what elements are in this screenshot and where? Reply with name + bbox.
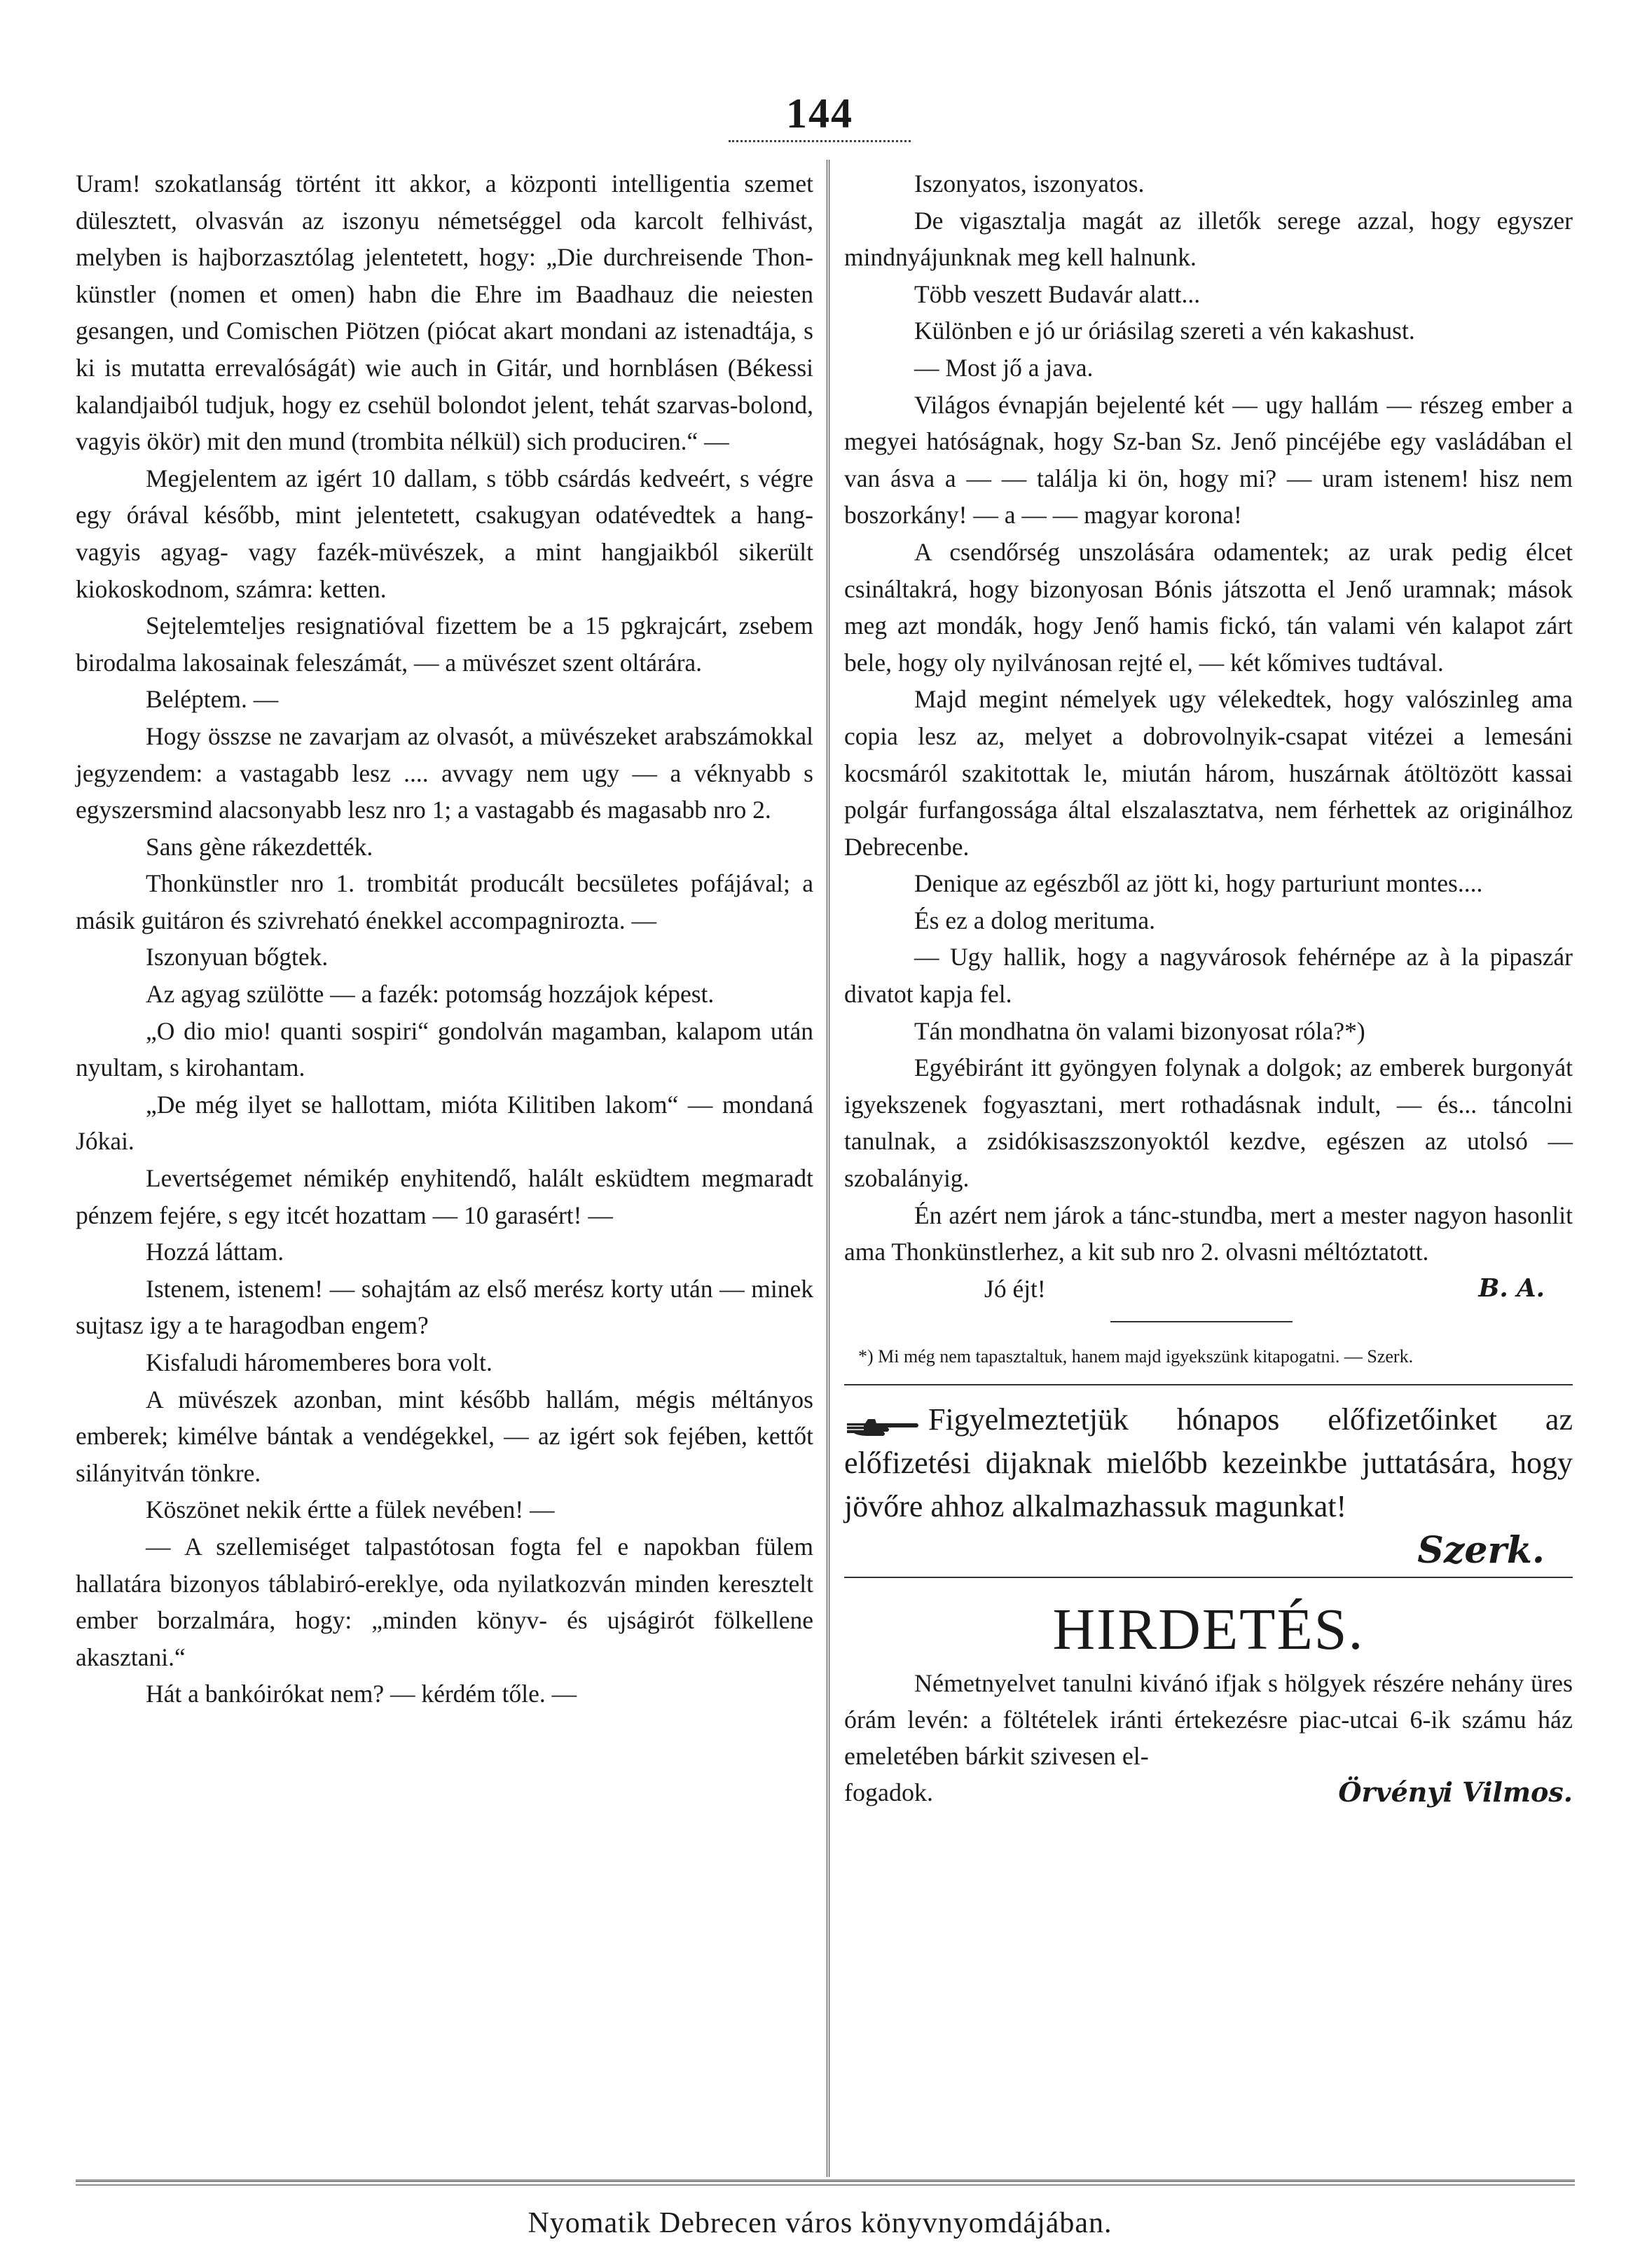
section-rule — [844, 1577, 1573, 1578]
bottom-rule — [76, 2180, 1575, 2185]
paragraph: Iszonyatos, iszonyatos. — [914, 170, 1145, 198]
paragraph: „De még ilyet se hallottam, mióta Kilitiben lakom“ — mondaná Jókai. — [76, 1090, 813, 1156]
notice — [844, 1398, 1573, 1528]
closing-text: Jó éjt! — [984, 1274, 1046, 1303]
paragraph: — Ugy hallik, hogy a nagyvárosok fehérnépe az à la pipaszár divatot kapja fel. — [844, 943, 1573, 1009]
paragraph: Megjelentem az igért 10 dallam, s több csárdás kedveért, s végre egy órával később, mint jelentetett, csakugyan odatévedtek a hang- vagyis agyag- vagy fazék-müvészek, a mint hangjaikból sikerült kiokoskodnom, számra: ketten. — [76, 464, 813, 603]
advertisement-body: Németnyelvet tanulni kivánó ifjak s hölgyek részére nehány üres órám levén: a föltételek iránti értekezésre piac-utcai 6-ik számu ház emeletében bárkit szivesen el- — [844, 1669, 1573, 1770]
paragraph: Kisfaludi háromemberes bora volt. — [146, 1348, 492, 1376]
notice-text: Figyelmeztetjük hónapos előfizetőinket az előfizetési dijaknak mielőbb kezeinkbe juttatására, hogy jövőre ahhoz alkalmazhassuk magunkat! — [844, 1402, 1573, 1524]
paragraph: Én azért nem járok a tánc-stundba, mert a mester nagyon hasonlit ama Thonkünstlerhez, a kit sub nro 2. olvasni méltóztatott. — [844, 1201, 1573, 1266]
paragraph: „O dio mio! quanti sospiri“ gondolván magamban, kalapom után nyultam, s kirohantam. — [76, 1016, 813, 1082]
paragraph: Iszonyuan bőgtek. — [146, 943, 329, 971]
paragraph: Tán mondhatna ön valami bizonyosat róla?*) — [914, 1016, 1365, 1045]
closing-row — [844, 1271, 1573, 1308]
right-column — [844, 165, 1573, 1811]
paragraph: Világos évnapján bejelenté két — ugy hallám — részeg ember a megyei hatóságnak, hogy Sz-ban Sz. Jenő pincéjébe egy vasládában el van ásva a — — találja ki ön, hogy mi? — uram istenem! hisz nem boszorkány! — a — — magyar korona! — [844, 390, 1573, 530]
paragraph: Több veszett Budavár alatt... — [914, 279, 1201, 308]
paragraph: A csendőrség unszolására odamentek; az urak pedig élcet csináltakrá, hogy bizonyosan Bónis játszotta el Jenő uramnak; mások meg azt mondák, hogy Jenő hamis fickó, tán valami vén kalapot zárt bele, hogy oly nyilvánosan rejté el, — két kőmives tudtával. — [844, 537, 1573, 677]
column-divider — [827, 160, 829, 2177]
advertisement-closing — [844, 1774, 1573, 1811]
footnote: *) Mi még nem tapasztaltuk, hanem majd igyekszünk kitapogatni. — Szerk. — [858, 1346, 1414, 1367]
paragraph: És ez a dolog merituma. — [914, 906, 1156, 934]
paragraph: Köszönet nekik értte a fülek nevében! — — [146, 1495, 555, 1524]
paragraph: Uram! szokatlanság történt itt akkor, a központi intelligentia szemet dülesztett, olvasván az iszonyu németséggel oda karcolt felhivást, melyben is hajborzasztólag jelentetett, hogy: „Die durchreisende Thon-künstler (nomen et omen) habn die Ehre im Baadhauz die neiesten gesangen, und Comischen Piötzen (piócat akart mondani az istenadtája, s ki is mutatta errevalóságát) wie auch in Gitár, und hornblásen (Békessi kalandjaiból tudjuk, hogy ez csehül bolondot jelent, tehát szarvas-bolond, vagyis ökör) mit den mund (trombita nélkül) sich produciren.“ — — [76, 170, 813, 456]
section-rule — [844, 1384, 1573, 1385]
paragraph: Thonkünstler nro 1. trombitát producált becsületes pofájával; a másik guitáron és szivreható énekkel accompagnirozta. — — [76, 869, 813, 934]
advertisement-signature: Örvényi Vilmos. — [1338, 1776, 1573, 1808]
paragraph: — A szellemiséget talpastótosan fogta fel e napokban fülem hallatára bizonyos táblabiró-ereklye, oda nyilatkozván minden keresztelt ember borzalmára, hogy: „minden könyv- és ujságirót fölkellene akasztani.“ — [76, 1532, 813, 1671]
page-number: 144 — [786, 90, 853, 137]
paragraph: Az agyag szülötte — a fazék: potomság hozzájok képest. — [146, 980, 715, 1009]
paragraph: — Most jő a java. — [914, 353, 1094, 382]
paragraph: Hogy összse ne zavarjam az olvasót, a müvészeket arabszámokkal jegyzendem: a vastagabb lesz .... avvagy nem ugy — a véknyabb s egyszersmind alacsonyabb lesz nro 1; a vastagabb és magasabb nro 2. — [76, 721, 813, 824]
paragraph: Hozzá láttam. — [146, 1238, 284, 1266]
advertisement-title: HIRDETÉS. — [1052, 1597, 1365, 1662]
author-signature: B. A. — [1478, 1273, 1545, 1303]
pointing-hand-icon — [844, 1410, 921, 1435]
advertisement-last-line: fogadok. — [844, 1778, 933, 1806]
paragraph: Különben e jó ur óriásilag szereti a vén kakashust. — [914, 317, 1415, 345]
paragraph: De vigasztalja magát az illetők serege azzal, hogy egyszer mindnyájunknak meg kell halnunk. — [844, 206, 1573, 272]
paragraph: Majd megint némelyek ugy vélekedtek, hogy valószinleg ama copia lesz az, melyet a dobrovolnyik-csapat vitézei a lemesáni kocsmáról szakitottak le, miután három, huszárnak átöltözött kassai polgár furfangossága által elszalasztatva, nem férhettek az originálhoz Debrecenbe. — [844, 685, 1573, 861]
footnote-separator — [1110, 1321, 1293, 1322]
paragraph: Egyébiránt itt gyöngyen folynak a dolgok; az emberek burgonyát igyekszenek fogyasztani, mert rothadásnak indult, — és... táncolni tanulnak, a zsidókisaszszonyoktól kezdve, egészen az utolsó — szobalányig. — [844, 1053, 1573, 1193]
paragraph: A müvészek azonban, mint később hallám, mégis méltányos emberek; kimélve bántak a vendégekkel, — az igért sok fejében, kettőt silányitván tönkre. — [76, 1385, 813, 1487]
paragraph: Beléptem. — — [146, 685, 279, 714]
page-number-rule — [729, 140, 911, 142]
paragraph: Denique az egészből az jött ki, hogy parturiunt montes.... — [914, 869, 1483, 898]
paragraph: Sans gène rákezdették. — [146, 832, 373, 861]
paragraph: Istenem, istenem! — sohajtám az első merész korty után — minek sujtasz igy a te haragodban engem? — [76, 1274, 813, 1340]
notice-signature: Szerk. — [1417, 1529, 1545, 1572]
paragraph: Hát a bankóirókat nem? — kérdém tőle. — — [146, 1680, 577, 1708]
paragraph: Sejtelemteljes resignatióval fizettem be a 15 pgkrajcárt, zsebem birodalma lakosainak feleszámát, — a müvészet szent oltárára. — [76, 611, 813, 677]
printer-footer: Nyomatik Debrecen város könyvnyomdájában. — [528, 2207, 1112, 2239]
left-column — [76, 165, 813, 1713]
paragraph: Levertségemet némikép enyhitendő, halált esküdtem megmaradt pénzem fejére, s egy itcét hozattam — 10 garasért! — — [76, 1164, 813, 1229]
